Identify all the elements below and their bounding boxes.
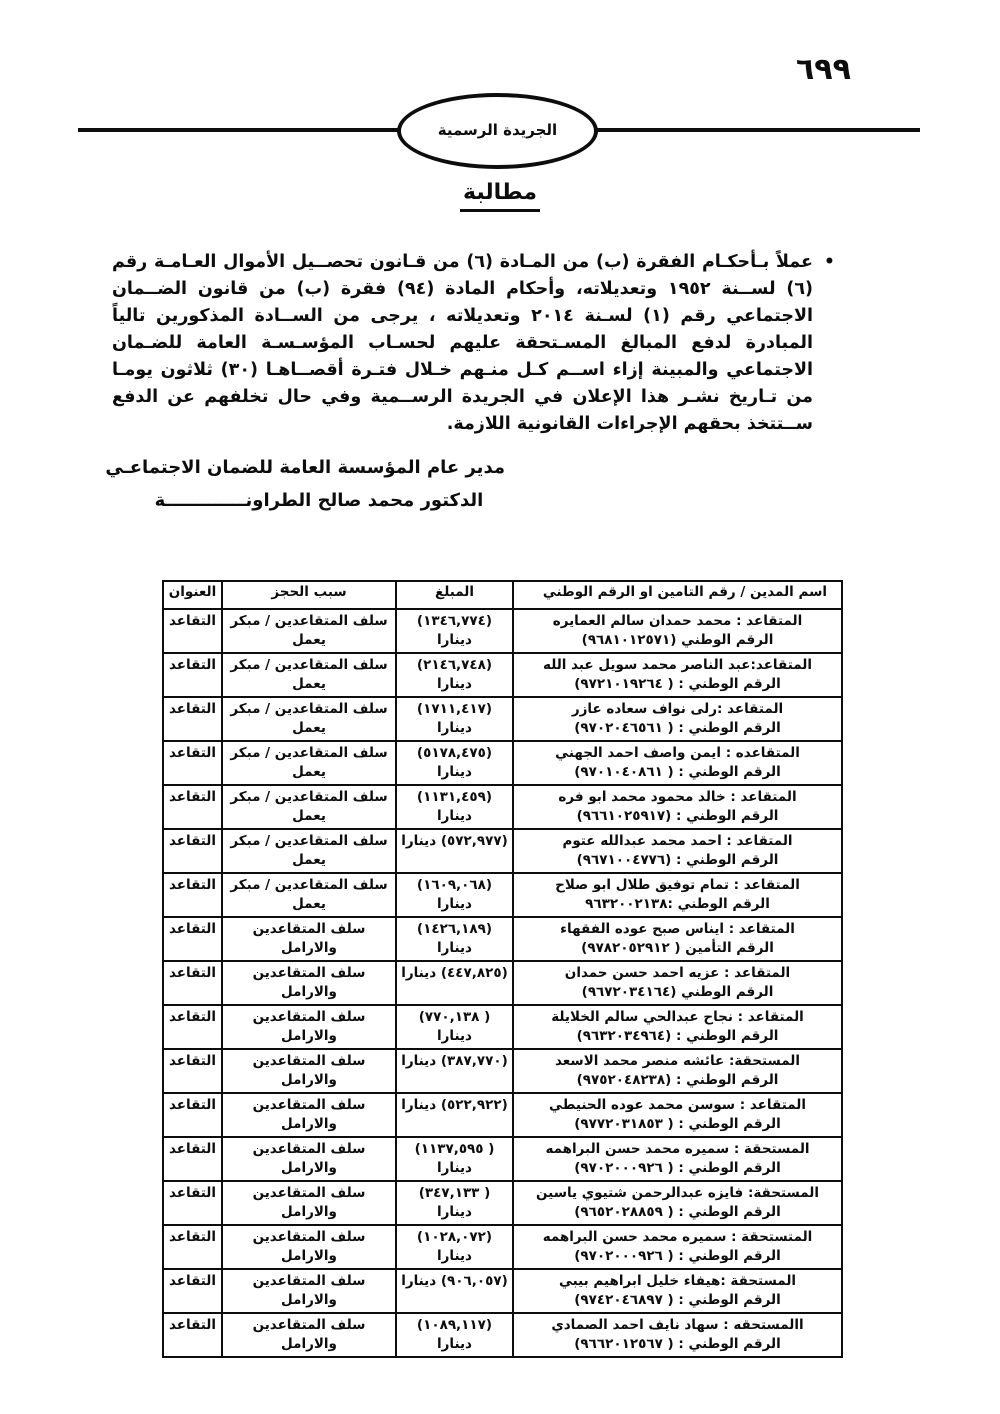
debtor-number: الرقم الوطني : ( ٩٧٠٢٠٤٦٥٦١) [574, 720, 781, 736]
reason-cell: سلف المتقاعدين والارامل [222, 1049, 396, 1093]
debtor-name-cell [513, 873, 842, 917]
address-cell: التقاعد [163, 785, 222, 829]
debtor-name-cell [513, 1137, 842, 1181]
debtor-name-cell [513, 785, 842, 829]
table-row [163, 829, 842, 873]
reason-cell: سلف المتقاعدين / مبكر يعمل [222, 697, 396, 741]
address-cell: التقاعد [163, 1181, 222, 1225]
address-cell: التقاعد [163, 1005, 222, 1049]
debtor-name: المتقاعد : خالد محمود محمد ابو فره [558, 789, 797, 805]
table-row [163, 1181, 842, 1225]
debtor-name-cell [513, 1269, 842, 1313]
debtor-number: الرقم الوطني : ( ٩٧٠١٠٤٠٨٦١) [574, 764, 781, 780]
debtor-number: الرقم الوطني :٩٦٣٢٠٠٢١٣٨ [585, 896, 770, 912]
bullet-icon: • [824, 252, 835, 272]
col-header-address: العنوان [163, 581, 222, 609]
debtor-name-cell [513, 1093, 842, 1137]
reason-cell: سلف المتقاعدين والارامل [222, 1137, 396, 1181]
debtor-number: الرقم الوطني : (٩٦٣٢٠٣٤٩٦٤) [576, 1028, 779, 1044]
address-cell: التقاعد [163, 961, 222, 1005]
page-title-text: مطالبة [460, 180, 540, 212]
amount-cell: (٥٧٢,٩٧٧) دينارا [396, 829, 513, 873]
debtor-number: الرقم الوطني : ( ٩٧٤٢٠٤٦٨٩٧) [574, 1292, 781, 1308]
address-cell: التقاعد [163, 1093, 222, 1137]
address-cell: التقاعد [163, 1269, 222, 1313]
debtors-table [162, 580, 843, 1358]
table-row [163, 1225, 842, 1269]
reason-cell: سلف المتقاعدين والارامل [222, 1093, 396, 1137]
debtor-name: المستحقة: فايزه عبدالرحمن شتيوي ياسين [536, 1185, 819, 1201]
debtor-name-cell [513, 697, 842, 741]
signature-block [105, 451, 505, 517]
reason-cell: سلف المتقاعدين / مبكر يعمل [222, 829, 396, 873]
header-rule-right [592, 128, 920, 132]
debtor-number: الرقم الوطني : ( ٩٦٦٢٠١٢٥٦٧) [574, 1336, 781, 1352]
debtor-number: الرقم الوطني : ( ٩٦٥٢٠٢٨٨٥٩) [574, 1204, 781, 1220]
reason-cell: سلف المتقاعدين والارامل [222, 1313, 396, 1357]
debtor-number: الرقم الوطني : (٩٦٧١٠٠٤٧٧٦) [576, 852, 779, 868]
amount-cell: ( ٣٤٧,١٣٣) دينارا [396, 1181, 513, 1225]
debtor-name: المتقاعد:عبد الناصر محمد سويل عبد الله [543, 657, 812, 673]
col-header-reason: سبب الحجز [222, 581, 396, 609]
gazette-label: الجريدة الرسمية [437, 121, 558, 139]
debtor-number: الرقم الوطني : ( ٩٧٧٢٠٣١٨٥٣) [574, 1116, 781, 1132]
debtor-name-cell [513, 741, 842, 785]
address-cell: التقاعد [163, 741, 222, 785]
page-title [0, 180, 1000, 212]
reason-cell: سلف المتقاعدين / مبكر يعمل [222, 785, 396, 829]
debtor-name-cell [513, 829, 842, 873]
amount-cell: (١٦٠٩,٠٦٨) دينارا [396, 873, 513, 917]
col-header-amount: المبلغ [396, 581, 513, 609]
amount-cell: (١١٣١,٤٥٩) دينارا [396, 785, 513, 829]
debtor-name: المتقاعد : احمد محمد عبدالله عتوم [562, 833, 793, 849]
debtor-number: الرقم الوطني : (٩٦٦١٠٢٥٩١٧) [576, 808, 779, 824]
table-row [163, 1313, 842, 1357]
reason-cell: سلف المتقاعدين والارامل [222, 1005, 396, 1049]
debtor-number: الرقم الوطني : (٩٧٥٢٠٤٨٢٣٨) [576, 1072, 779, 1088]
table-row [163, 1005, 842, 1049]
reason-cell: سلف المتقاعدين والارامل [222, 1225, 396, 1269]
signature-title: مدير عام المؤسسة العامة للضمان الاجتماعـي [105, 457, 505, 478]
debtor-name-cell [513, 1049, 842, 1093]
address-cell: التقاعد [163, 873, 222, 917]
reason-cell: سلف المتقاعدين والارامل [222, 961, 396, 1005]
amount-cell: (٩٠٦,٠٥٧) دينارا [396, 1269, 513, 1313]
debtor-name: المستحقة: عائشه منصر محمد الاسعد [555, 1053, 800, 1069]
reason-cell: سلف المتقاعدين والارامل [222, 1181, 396, 1225]
table-row [163, 961, 842, 1005]
reason-cell: سلف المتقاعدين / مبكر يعمل [222, 741, 396, 785]
debtor-name: المتقاعده : ايمن واصف احمد الجهني [555, 745, 800, 761]
table-row [163, 697, 842, 741]
table-row [163, 609, 842, 653]
debtor-number: الرقم الوطني : ( ٩٧٢١٠١٩٢٦٤) [574, 676, 781, 692]
header-rule-left [78, 128, 404, 132]
debtor-name-cell [513, 609, 842, 653]
debtor-name: المتقاعد : عزيه احمد حسن حمدان [564, 965, 791, 981]
reason-cell: سلف المتقاعدين والارامل [222, 917, 396, 961]
table-row [163, 1269, 842, 1313]
debtor-name-cell [513, 1313, 842, 1357]
reason-cell: سلف المتقاعدين / مبكر يعمل [222, 653, 396, 697]
page-number: ٦٩٩ [796, 52, 851, 87]
table-row [163, 873, 842, 917]
debtor-name-cell [513, 1005, 842, 1049]
debtor-number: الرقم الوطني : ( ٩٧٠٢٠٠٠٩٢٦) [574, 1160, 781, 1176]
amount-cell: (١٤٢٦,١٨٩) دينارا [396, 917, 513, 961]
debtor-name: المتستحقة : سميره محمد حسن البراهمه [542, 1229, 813, 1245]
debtor-name-cell [513, 1181, 842, 1225]
col-header-debtor-name: اسم المدين / رقم التامين او الرقم الوطني [513, 581, 842, 609]
reason-cell: سلف المتقاعدين / مبكر يعمل [222, 873, 396, 917]
debtor-name: المتقاعد : نجاح عبدالحي سالم الخلايلة [551, 1009, 804, 1025]
debtor-name: المتقاعد : ايناس صبح عوده الفقهاء [560, 921, 795, 937]
address-cell: التقاعد [163, 697, 222, 741]
table-row [163, 1049, 842, 1093]
address-cell: التقاعد [163, 829, 222, 873]
amount-cell: (١٠٨٩,١١٧) دينارا [396, 1313, 513, 1357]
debtor-name: المتقاعد : تمام توفيق طلال ابو صلاح [555, 877, 800, 893]
table-row [163, 1137, 842, 1181]
debtor-name-cell [513, 961, 842, 1005]
reason-cell: سلف المتقاعدين والارامل [222, 1269, 396, 1313]
address-cell: التقاعد [163, 1313, 222, 1357]
amount-cell: ( ٧٧٠,١٣٨) دينارا [396, 1005, 513, 1049]
address-cell: التقاعد [163, 1049, 222, 1093]
debtor-name: االمستحقه : سهاد نايف احمد الصمادي [551, 1317, 804, 1333]
reason-cell: سلف المتقاعدين / مبكر يعمل [222, 609, 396, 653]
table-row [163, 741, 842, 785]
amount-cell: (١٧١١,٤١٧) دينارا [396, 697, 513, 741]
address-cell: التقاعد [163, 1137, 222, 1181]
table-row [163, 1093, 842, 1137]
debtor-name-cell [513, 1225, 842, 1269]
table-row [163, 653, 842, 697]
address-cell: التقاعد [163, 653, 222, 697]
amount-cell: (١٠٢٨,٠٧٢) دينارا [396, 1225, 513, 1269]
intro-paragraph: عملاً بـأحكـام الفقرة (ب) من المـادة (٦) من قـانون تحصــيل الأموال العـامـة رقم (٦) لســنة ١٩٥٢ وتعديلاته، وأحكام المادة (٩٤) فقرة (ب) من قانون الضــمان الاجتماعي رقم (١) لسـنة ٢٠١٤ وتعديلاته ، يرجى من الســادة المذكورين تالياً المبادرة لدفع المبالغ المسـتحقة عليهم لحسـاب المؤسـسـة العامة للضـمان الاجتماعي والمبينة إزاء اســم كـل منـهم خـلال فتـرة أقصــاهـا (٣٠) ثلاثون يومـا من تـاريخ نشـر هذا الإعلان في الجريدة الرســمية وفي حال تخلفهم عن الدفع ســتتخذ بحقهم الإجراءات القانونية اللازمة. [112, 252, 814, 434]
amount-cell: (٥١٧٨,٤٧٥) دينارا [396, 741, 513, 785]
debtor-name-cell [513, 653, 842, 697]
amount-cell: (٣٨٧,٧٧٠) دينارا [396, 1049, 513, 1093]
debtor-name: المستحقة : سميره محمد حسن البراهمه [545, 1141, 810, 1157]
signature-name: الدكتور محمد صالح الطراونـــــــــــــة [154, 490, 484, 511]
gazette-seal [397, 93, 598, 169]
debtor-name: المتقاعد :رلى نواف سعاده عازر [571, 701, 784, 717]
debtor-number: الرقم الوطني : ( ٩٧٠٢٠٠٠٩٢٦) [574, 1248, 781, 1264]
debtor-name: المستحقة :هيفاء خليل ابراهيم بيبي [558, 1273, 797, 1289]
table-header-row [163, 581, 842, 609]
amount-cell: (٤٤٧,٨٢٥) دينارا [396, 961, 513, 1005]
amount-cell: (١٣٤٦,٧٧٤) دينارا [396, 609, 513, 653]
debtor-name: المتقاعد : محمد حمدان سالم العمايره [552, 613, 803, 629]
debtor-number: الرقم الوطني (٩٦٧٢٠٣٤١٦٤) [581, 984, 774, 1000]
amount-cell: (٢١٤٦,٧٤٨) دينارا [396, 653, 513, 697]
table-row [163, 785, 842, 829]
debtor-name: المتقاعد : سوسن محمد عوده الحنيطي [549, 1097, 806, 1113]
amount-cell: (٥٢٢,٩٢٢) دينارا [396, 1093, 513, 1137]
address-cell: التقاعد [163, 1225, 222, 1269]
debtor-name-cell [513, 917, 842, 961]
debtor-number: الرقم الوطني (٩٦٨١٠١٢٥٧١) [581, 632, 774, 648]
address-cell: التقاعد [163, 609, 222, 653]
debtor-number: الرقم التأمين ( ٩٧٨٢٠٥٢٩١٢) [581, 940, 774, 956]
amount-cell: ( ١١٣٧,٥٩٥) دينارا [396, 1137, 513, 1181]
table-row [163, 917, 842, 961]
address-cell: التقاعد [163, 917, 222, 961]
